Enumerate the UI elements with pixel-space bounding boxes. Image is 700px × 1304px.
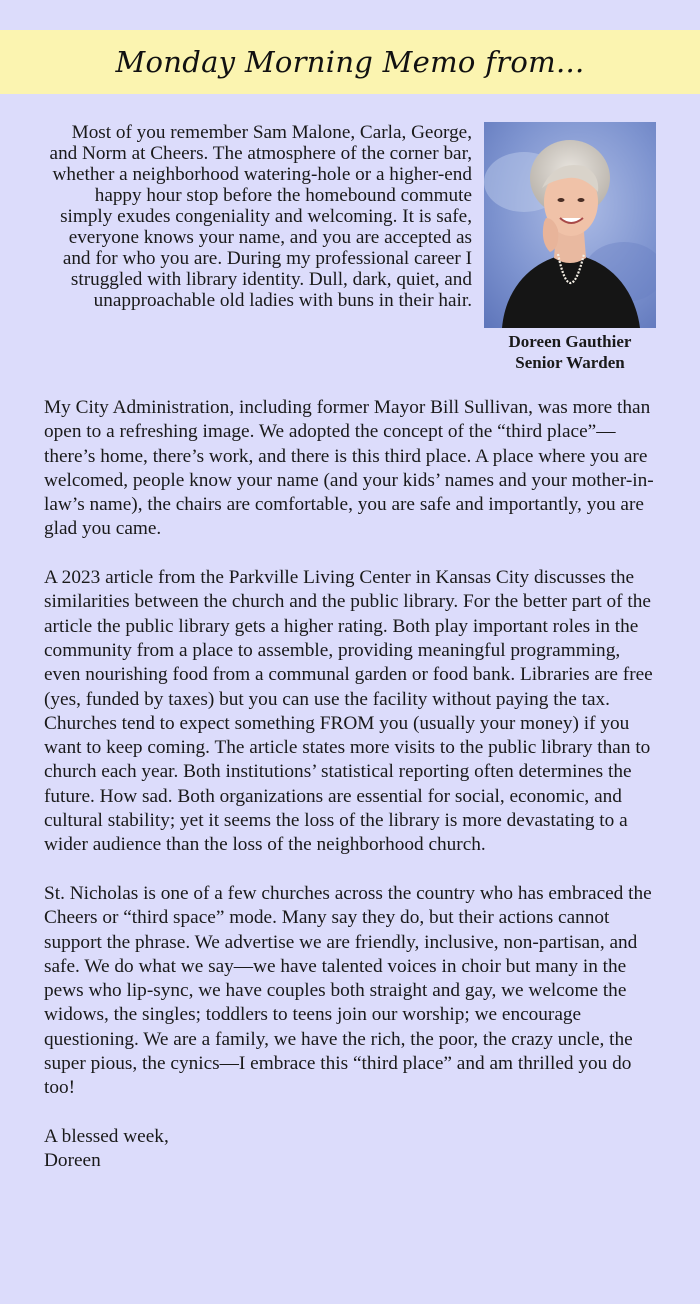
memo-banner (0, 30, 700, 94)
intro-paragraph (44, 122, 472, 311)
author-name: Doreen Gauthier (508, 332, 632, 351)
body-paragraph: My City Administration, including former Mayor Bill Sullivan, was more than open to a refreshing image. We adopted the concept of the “third place”—there’s home, there’s work, and there is this third place. A place where you are welcomed, people know your name (and your kids’ names and your mother-in-law’s name), the chairs are comfortable, you are safe and importantly, you are glad you came. (44, 397, 654, 540)
memo-body (44, 396, 660, 1174)
intro-text: Most of you remember Sam Malone, Carla, George, and Norm at Cheers. The atmosphere of the corner bar, whether a neighborhood watering-hole or a higher-end happy hour stop before the homebound commute simply exudes congeniality and welcoming. It is safe, everyone knows your name, and you are accepted as and for who you are. During my professional career I struggled with library identity. Dull, dark, quiet, and unapproachable old ladies with buns in their hair. (49, 122, 472, 311)
author-portrait (484, 122, 656, 328)
closing-line: A blessed week, (44, 1125, 169, 1147)
signature-name: Doreen (44, 1150, 101, 1172)
author-photo-block (484, 122, 656, 373)
memo-title: Monday Morning Memo from... (115, 45, 585, 79)
author-role: Senior Warden (515, 353, 625, 372)
author-caption (484, 331, 656, 373)
body-paragraph: A 2023 article from the Parkville Living Center in Kansas City discusses the similarities between the church and the public library. For the better part of the article the public library gets a higher rating. Both play important roles in the community from a place to assemble, providing meaningful programming, even nourishing food from a communal garden or food bank. Libraries are free (yes, funded by taxes) but you can use the facility without paying the tax. Churches tend to expect something FROM you (usually your money) if you want to keep coming. The article states more visits to the public library than to church each year. Both institutions’ statistical reporting often determines the future. How sad. Both organizations are essential for social, economic, and cultural stability; yet it seems the loss of the library is more devastating to a wider audience than the loss of the neighborhood church. (44, 567, 653, 856)
body-paragraph: St. Nicholas is one of a few churches across the country who has embraced the Cheers or “third space” mode. Many say they do, but their actions cannot support the phrase. We advertise we are friendly, inclusive, non-partisan, and safe. We do what we say—we have talented voices in choir but many in the pews who lip-sync, we have couples both straight and gay, we welcome the widows, the singles; toddlers to teens join our worship; we encourage questioning. We are a family, we have the rich, the poor, the crazy uncle, the super pious, the cynics—I embrace this “third place” and am thrilled you do too! (44, 882, 652, 1099)
closing-salutation (44, 1125, 660, 1174)
